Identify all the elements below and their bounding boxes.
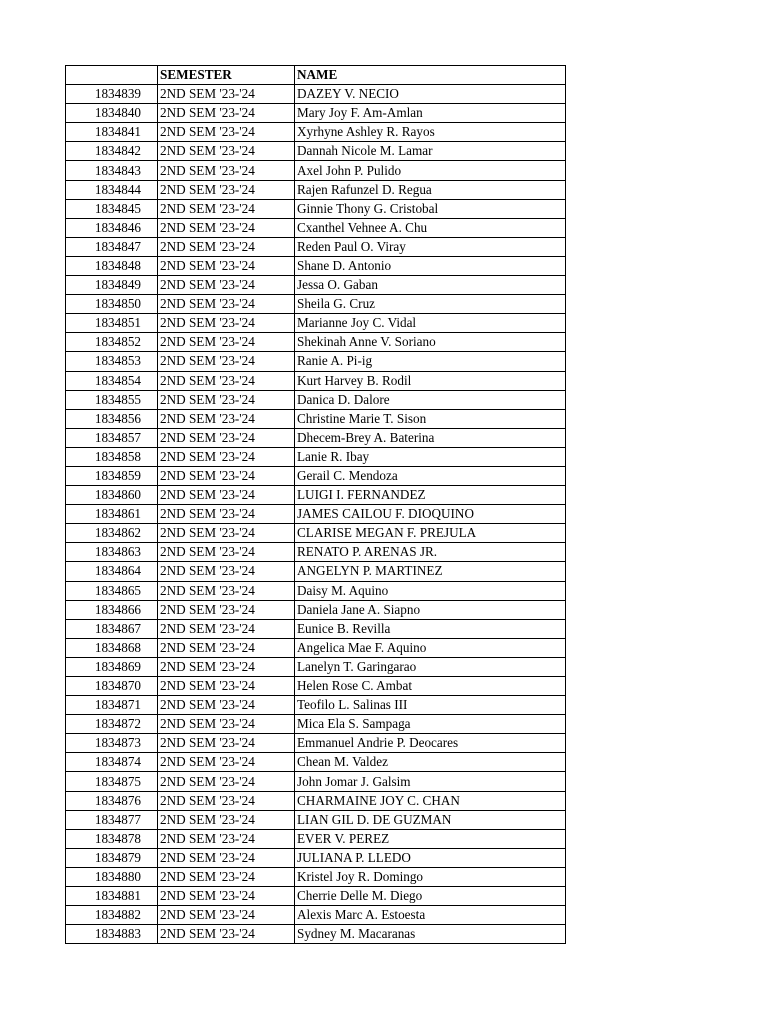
semester-cell: 2ND SEM '23-'24: [158, 333, 295, 352]
id-cell: 1834853: [66, 352, 158, 371]
id-cell: 1834881: [66, 887, 158, 906]
semester-cell: 2ND SEM '23-'24: [158, 447, 295, 466]
table-row: [66, 199, 566, 218]
table-row: [66, 314, 566, 333]
semester-cell: 2ND SEM '23-'24: [158, 848, 295, 867]
id-cell: 1834850: [66, 295, 158, 314]
id-cell: 1834866: [66, 600, 158, 619]
id-cell: 1834873: [66, 734, 158, 753]
table-body: [66, 85, 566, 944]
id-cell: 1834856: [66, 409, 158, 428]
semester-cell: 2ND SEM '23-'24: [158, 505, 295, 524]
semester-cell: 2ND SEM '23-'24: [158, 276, 295, 295]
id-cell: 1834882: [66, 906, 158, 925]
table-row: [66, 295, 566, 314]
semester-cell: 2ND SEM '23-'24: [158, 638, 295, 657]
name-cell: CHARMAINE JOY C. CHAN: [295, 791, 566, 810]
id-cell: 1834874: [66, 753, 158, 772]
semester-cell: 2ND SEM '23-'24: [158, 295, 295, 314]
id-cell: 1834879: [66, 848, 158, 867]
name-cell: Dannah Nicole M. Lamar: [295, 142, 566, 161]
id-cell: 1834842: [66, 142, 158, 161]
semester-cell: 2ND SEM '23-'24: [158, 600, 295, 619]
name-cell: Lanelyn T. Garingarao: [295, 657, 566, 676]
name-cell: Axel John P. Pulido: [295, 161, 566, 180]
table-row: [66, 180, 566, 199]
semester-cell: 2ND SEM '23-'24: [158, 524, 295, 543]
name-cell: DAZEY V. NECIO: [295, 85, 566, 104]
table-row: [66, 677, 566, 696]
name-cell: Sydney M. Macaranas: [295, 925, 566, 944]
id-cell: 1834875: [66, 772, 158, 791]
table-row: [66, 848, 566, 867]
table-row: [66, 619, 566, 638]
name-cell: Alexis Marc A. Estoesta: [295, 906, 566, 925]
header-id: [66, 66, 158, 85]
table-row: [66, 600, 566, 619]
semester-cell: 2ND SEM '23-'24: [158, 581, 295, 600]
table-row: [66, 486, 566, 505]
name-cell: Reden Paul O. Viray: [295, 237, 566, 256]
semester-cell: 2ND SEM '23-'24: [158, 237, 295, 256]
name-cell: Daniela Jane A. Siapno: [295, 600, 566, 619]
table-row: [66, 657, 566, 676]
id-cell: 1834841: [66, 123, 158, 142]
table-row: [66, 447, 566, 466]
id-cell: 1834851: [66, 314, 158, 333]
semester-cell: 2ND SEM '23-'24: [158, 180, 295, 199]
id-cell: 1834876: [66, 791, 158, 810]
name-cell: Gerail C. Mendoza: [295, 466, 566, 485]
semester-cell: 2ND SEM '23-'24: [158, 466, 295, 485]
semester-cell: 2ND SEM '23-'24: [158, 486, 295, 505]
id-cell: 1834860: [66, 486, 158, 505]
table-row: [66, 829, 566, 848]
name-cell: Rajen Rafunzel D. Regua: [295, 180, 566, 199]
id-cell: 1834862: [66, 524, 158, 543]
table-row: [66, 256, 566, 275]
name-cell: EVER V. PEREZ: [295, 829, 566, 848]
name-cell: Daisy M. Aquino: [295, 581, 566, 600]
name-cell: Dhecem-Brey A. Baterina: [295, 428, 566, 447]
name-cell: Cxanthel Vehnee A. Chu: [295, 218, 566, 237]
id-cell: 1834844: [66, 180, 158, 199]
name-cell: Ranie A. Pi-ig: [295, 352, 566, 371]
name-cell: Kurt Harvey B. Rodil: [295, 371, 566, 390]
header-semester: SEMESTER: [158, 66, 295, 85]
table-row: [66, 123, 566, 142]
table-row: [66, 524, 566, 543]
table-row: [66, 791, 566, 810]
semester-cell: 2ND SEM '23-'24: [158, 867, 295, 886]
id-cell: 1834883: [66, 925, 158, 944]
name-cell: Chean M. Valdez: [295, 753, 566, 772]
id-cell: 1834877: [66, 810, 158, 829]
name-cell: Sheila G. Cruz: [295, 295, 566, 314]
semester-cell: 2ND SEM '23-'24: [158, 428, 295, 447]
table-row: [66, 466, 566, 485]
table-row: [66, 638, 566, 657]
semester-cell: 2ND SEM '23-'24: [158, 829, 295, 848]
name-cell: Eunice B. Revilla: [295, 619, 566, 638]
name-cell: Cherrie Delle M. Diego: [295, 887, 566, 906]
name-cell: Ginnie Thony G. Cristobal: [295, 199, 566, 218]
table-row: [66, 715, 566, 734]
semester-cell: 2ND SEM '23-'24: [158, 810, 295, 829]
semester-cell: 2ND SEM '23-'24: [158, 371, 295, 390]
id-cell: 1834859: [66, 466, 158, 485]
table-row: [66, 276, 566, 295]
semester-cell: 2ND SEM '23-'24: [158, 619, 295, 638]
semester-cell: 2ND SEM '23-'24: [158, 677, 295, 696]
id-cell: 1834872: [66, 715, 158, 734]
id-cell: 1834869: [66, 657, 158, 676]
name-cell: Mary Joy F. Am-Amlan: [295, 104, 566, 123]
semester-cell: 2ND SEM '23-'24: [158, 390, 295, 409]
id-cell: 1834846: [66, 218, 158, 237]
name-cell: Jessa O. Gaban: [295, 276, 566, 295]
semester-cell: 2ND SEM '23-'24: [158, 199, 295, 218]
id-cell: 1834849: [66, 276, 158, 295]
semester-cell: 2ND SEM '23-'24: [158, 734, 295, 753]
table-row: [66, 753, 566, 772]
table-row: [66, 696, 566, 715]
name-cell: JAMES CAILOU F. DIOQUINO: [295, 505, 566, 524]
semester-cell: 2ND SEM '23-'24: [158, 562, 295, 581]
table-header-row: [66, 66, 566, 85]
id-cell: 1834878: [66, 829, 158, 848]
table-row: [66, 887, 566, 906]
table-row: [66, 562, 566, 581]
id-cell: 1834845: [66, 199, 158, 218]
name-cell: ANGELYN P. MARTINEZ: [295, 562, 566, 581]
table-row: [66, 867, 566, 886]
semester-cell: 2ND SEM '23-'24: [158, 887, 295, 906]
table-row: [66, 85, 566, 104]
table-row: [66, 925, 566, 944]
semester-cell: 2ND SEM '23-'24: [158, 791, 295, 810]
id-cell: 1834847: [66, 237, 158, 256]
semester-cell: 2ND SEM '23-'24: [158, 696, 295, 715]
semester-cell: 2ND SEM '23-'24: [158, 161, 295, 180]
id-cell: 1834852: [66, 333, 158, 352]
name-cell: Lanie R. Ibay: [295, 447, 566, 466]
table-row: [66, 142, 566, 161]
id-cell: 1834840: [66, 104, 158, 123]
name-cell: Marianne Joy C. Vidal: [295, 314, 566, 333]
id-cell: 1834863: [66, 543, 158, 562]
table-row: [66, 772, 566, 791]
name-cell: Mica Ela S. Sampaga: [295, 715, 566, 734]
semester-cell: 2ND SEM '23-'24: [158, 409, 295, 428]
semester-cell: 2ND SEM '23-'24: [158, 218, 295, 237]
name-cell: Christine Marie T. Sison: [295, 409, 566, 428]
header-name: NAME: [295, 66, 566, 85]
semester-cell: 2ND SEM '23-'24: [158, 772, 295, 791]
id-cell: 1834864: [66, 562, 158, 581]
table-row: [66, 810, 566, 829]
id-cell: 1834855: [66, 390, 158, 409]
id-cell: 1834871: [66, 696, 158, 715]
table-row: [66, 390, 566, 409]
name-cell: LUIGI I. FERNANDEZ: [295, 486, 566, 505]
semester-cell: 2ND SEM '23-'24: [158, 657, 295, 676]
table-row: [66, 218, 566, 237]
table-row: [66, 409, 566, 428]
name-cell: Shekinah Anne V. Soriano: [295, 333, 566, 352]
semester-cell: 2ND SEM '23-'24: [158, 256, 295, 275]
id-cell: 1834880: [66, 867, 158, 886]
table-row: [66, 428, 566, 447]
semester-cell: 2ND SEM '23-'24: [158, 925, 295, 944]
name-cell: RENATO P. ARENAS JR.: [295, 543, 566, 562]
id-cell: 1834857: [66, 428, 158, 447]
table-row: [66, 161, 566, 180]
id-cell: 1834848: [66, 256, 158, 275]
id-cell: 1834870: [66, 677, 158, 696]
student-list-table: [65, 65, 566, 944]
id-cell: 1834858: [66, 447, 158, 466]
id-cell: 1834861: [66, 505, 158, 524]
semester-cell: 2ND SEM '23-'24: [158, 85, 295, 104]
table-row: [66, 543, 566, 562]
table-row: [66, 237, 566, 256]
name-cell: John Jomar J. Galsim: [295, 772, 566, 791]
name-cell: Emmanuel Andrie P. Deocares: [295, 734, 566, 753]
semester-cell: 2ND SEM '23-'24: [158, 104, 295, 123]
table-row: [66, 333, 566, 352]
semester-cell: 2ND SEM '23-'24: [158, 543, 295, 562]
table-row: [66, 104, 566, 123]
name-cell: Angelica Mae F. Aquino: [295, 638, 566, 657]
name-cell: Kristel Joy R. Domingo: [295, 867, 566, 886]
semester-cell: 2ND SEM '23-'24: [158, 352, 295, 371]
table-row: [66, 371, 566, 390]
table-row: [66, 352, 566, 371]
name-cell: Xyrhyne Ashley R. Rayos: [295, 123, 566, 142]
table-row: [66, 581, 566, 600]
name-cell: JULIANA P. LLEDO: [295, 848, 566, 867]
id-cell: 1834843: [66, 161, 158, 180]
name-cell: Helen Rose C. Ambat: [295, 677, 566, 696]
table-row: [66, 906, 566, 925]
id-cell: 1834867: [66, 619, 158, 638]
name-cell: CLARISE MEGAN F. PREJULA: [295, 524, 566, 543]
semester-cell: 2ND SEM '23-'24: [158, 753, 295, 772]
name-cell: LIAN GIL D. DE GUZMAN: [295, 810, 566, 829]
table-row: [66, 734, 566, 753]
semester-cell: 2ND SEM '23-'24: [158, 314, 295, 333]
id-cell: 1834865: [66, 581, 158, 600]
name-cell: Shane D. Antonio: [295, 256, 566, 275]
semester-cell: 2ND SEM '23-'24: [158, 906, 295, 925]
name-cell: Teofilo L. Salinas III: [295, 696, 566, 715]
name-cell: Danica D. Dalore: [295, 390, 566, 409]
semester-cell: 2ND SEM '23-'24: [158, 123, 295, 142]
table-row: [66, 505, 566, 524]
id-cell: 1834868: [66, 638, 158, 657]
semester-cell: 2ND SEM '23-'24: [158, 715, 295, 734]
id-cell: 1834854: [66, 371, 158, 390]
id-cell: 1834839: [66, 85, 158, 104]
semester-cell: 2ND SEM '23-'24: [158, 142, 295, 161]
